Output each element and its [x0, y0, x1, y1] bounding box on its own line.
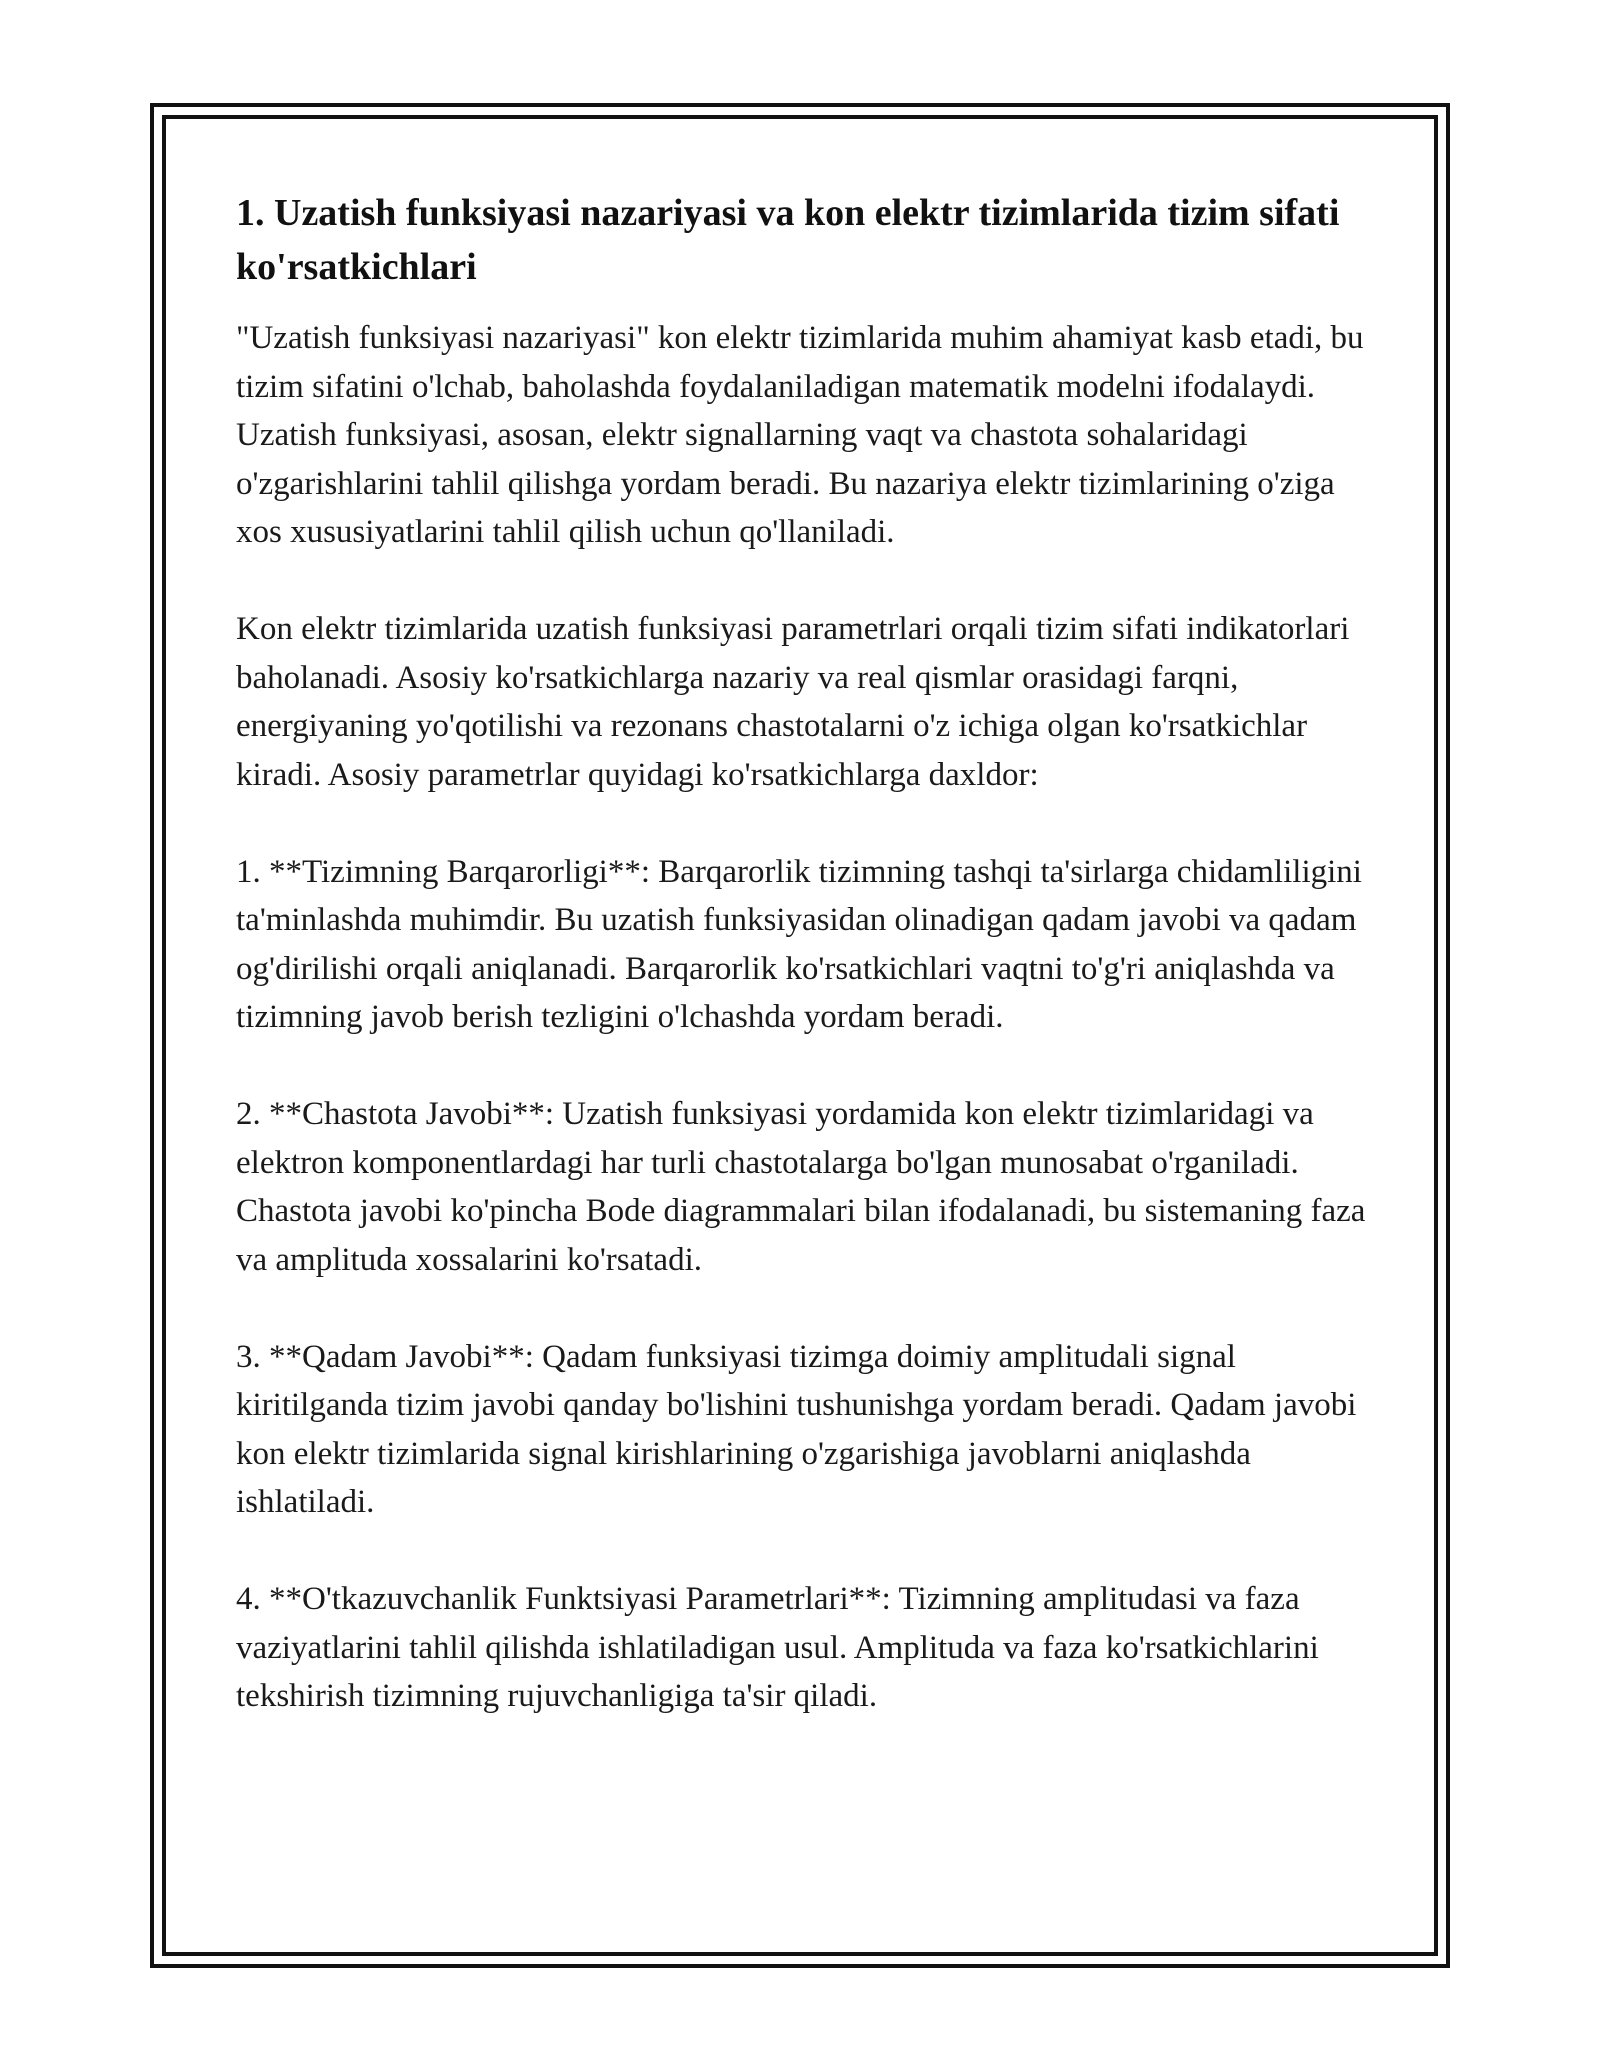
paragraph-intro: "Uzatish funksiyasi nazariyasi" kon elektr tizimlarida muhim ahamiyat kasb etadi, bu tizim sifatini o'lchab, baholashda foydalaniladigan matematik modelni ifodalaydi. Uzatish funksiyasi, asosan, elektr signallarning vaqt va chastota sohalaridagi o'zgarishlarini tahlil qilishga yordam beradi. Bu nazariya elektr tizimlarining o'ziga xos xususiyatlarini tahlil qilish uchun qo'llaniladi.: [236, 320, 1364, 550]
document-title: 1. Uzatish funksiyasi nazariyasi va kon elektr tizimlarida tizim sifati ko'rsatkichlari: [236, 192, 1340, 288]
document-body: [236, 186, 1366, 1721]
paragraph-item-step-response: 3. **Qadam Javobi**: Qadam funksiyasi tizimga doimiy amplitudali signal kiritilganda tizim javobi qanday bo'lishini tushunishga yordam beradi. Qadam javobi kon elektr tizimlarida signal kirishlarining o'zgarishiga javoblarni aniqlashda ishlatiladi.: [236, 1338, 1357, 1520]
paragraph-item-stability: 1. **Tizimning Barqarorligi**: Barqarorlik tizimning tashqi ta'sirlarga chidamliligini ta'minlashda muhimdir. Bu uzatish funksiyasidan olinadigan qadam javobi va qadam og'dirilishi orqali aniqlanadi. Barqarorlik ko'rsatkichlari vaqtni to'g'ri aniqlashda va tizimning javob berish tezligini o'lchashda yordam beradi.: [236, 853, 1362, 1035]
paragraph-item-frequency-response: 2. **Chastota Javobi**: Uzatish funksiyasi yordamida kon elektr tizimlaridagi va elektron komponentlardagi har turli chastotalarga bo'lgan munosabat o'rganiladi. Chastota javobi ko'pincha Bode diagrammalari bilan ifodalanadi, bu sistemaning faza va amplituda xossalarini ko'rsatadi.: [236, 1096, 1366, 1278]
paragraph-item-transfer-parameters: 4. **O'tkazuvchanlik Funktsiyasi Parametrlari**: Tizimning amplitudasi va faza vaziyatlarini tahlil qilishda ishlatiladigan usul. Amplituda va faza ko'rsatkichlarini tekshirish tizimning rujuvchanligiga ta'sir qiladi.: [236, 1581, 1319, 1714]
paragraph-indicators: Kon elektr tizimlarida uzatish funksiyasi parametrlari orqali tizim sifati indikatorlari baholanadi. Asosiy ko'rsatkichlarga nazariy va real qismlar orasidagi farqni, energiyaning yo'qotilishi va rezonans chastotalarni o'z ichiga olgan ko'rsatkichlar kiradi. Asosiy parametrlar quyidagi ko'rsatkichlarga daxldor:: [236, 611, 1350, 793]
